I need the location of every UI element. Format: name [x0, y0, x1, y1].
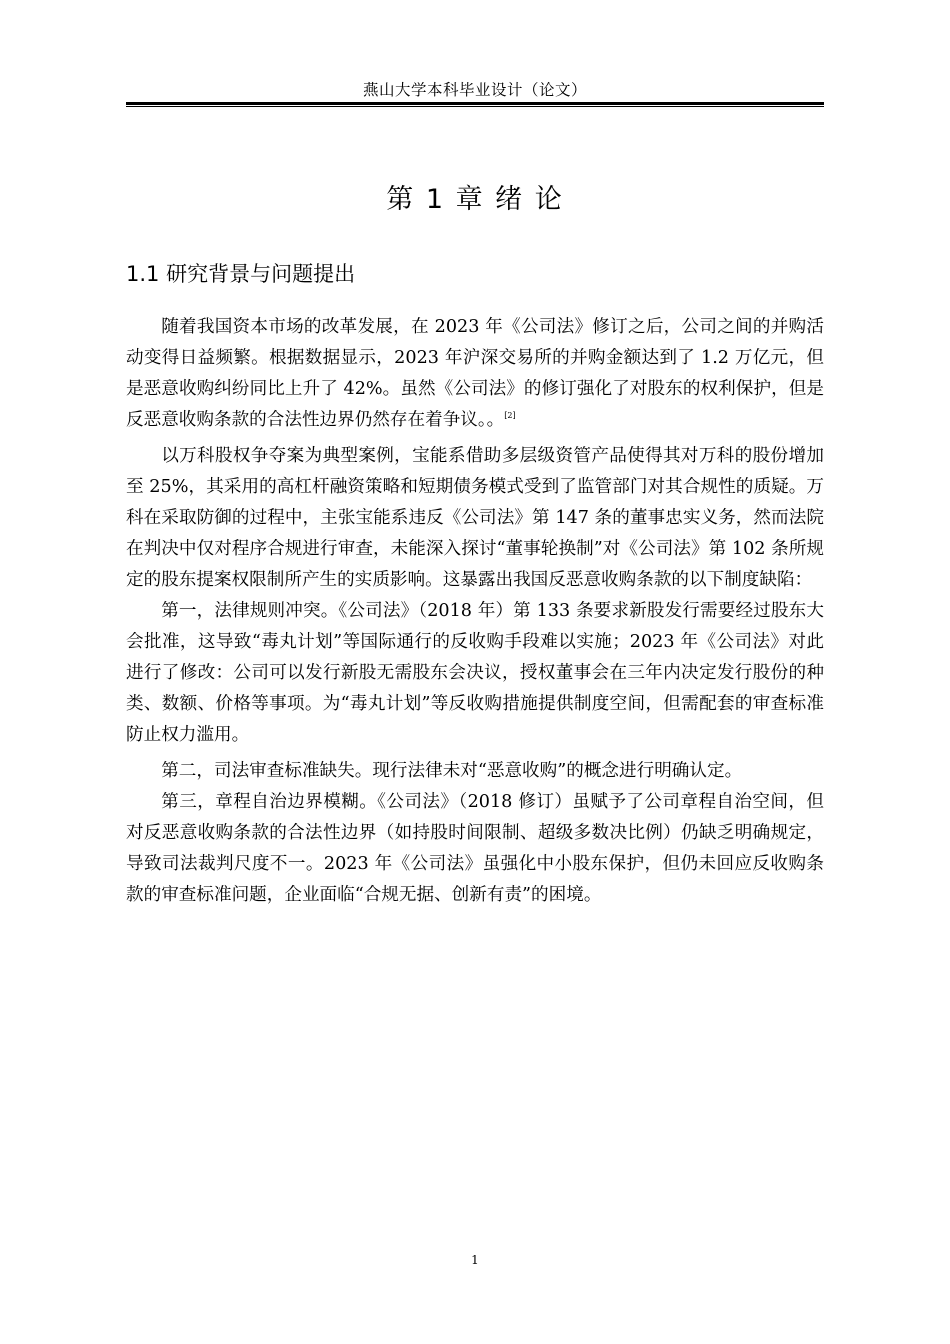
paragraph-text: 随着我国资本市场的改革发展，在 2023 年《公司法》修订之后，公司之间的并购活动变得日益频繁。根据数据显示，2023 年沪深交易所的并购金额达到了 1.2 万亿元，但是恶意收购纠纷同比上升了 42%。虽然《公司法》的修订强化了对股东的权利保护，但是反恶意收购条款的合法性边界仍然存在着争议。。: [126, 317, 824, 430]
chapter-title: 第 1 章 绪 论: [386, 184, 564, 215]
body-text: [126, 312, 824, 911]
citation-marker: [2]: [504, 411, 516, 421]
running-header: 燕山大学本科毕业设计（论文）: [362, 81, 587, 99]
paragraph-third-defect: 第三，章程自治边界模糊。《公司法》（2018 修订）虽赋予了公司章程自治空间，但对反恶意收购条款的合法性边界（如持股时间限制、超级多数决比例）仍缺乏明确规定，导致司法裁判尺度不一。2023 年《公司法》虽强化中小股东保护，但仍未回应反收购条款的审查标准问题，企业面临“合规无据、创新有责”的困境。: [126, 792, 824, 905]
paragraph-vanke-case: 以万科股权争夺案为典型案例，宝能系借助多层级资管产品使得其对万科的股份增加至 25%，其采用的高杠杆融资策略和短期债务模式受到了监管部门对其合规性的质疑。万科在采取防御的过程中，主张宝能系违反《公司法》第 147 条的董事忠实义务，然而法院在判决中仅对程序合规进行审查，未能深入探讨“董事轮换制”对《公司法》第 102 条所规定的股东提案权限制所产生的实质影响。这暴露出我国反恶意收购条款的以下制度缺陷：: [126, 446, 824, 590]
paragraph-background: [126, 312, 824, 436]
paragraph-first-defect: 第一，法律规则冲突。《公司法》（2018 年）第 133 条要求新股发行需要经过股东大会批准，这导致“毒丸计划”等国际通行的反收购手段难以实施；2023 年《公司法》对此进行了修改：公司可以发行新股无需股东会决议，授权董事会在三年内决定发行股份的种类、数额、价格等事项。为“毒丸计划”等反收购措施提供制度空间，但需配套的审查标准防止权力滥用。: [126, 601, 824, 745]
header-rule-thin: [126, 106, 824, 107]
paragraph-second-defect: 第二，司法审查标准缺失。现行法律未对“恶意收购”的概念进行明确认定。: [161, 761, 743, 781]
page-number: 1: [471, 1253, 479, 1267]
section-title: 1.1 研究背景与问题提出: [126, 262, 356, 286]
header-rule-thick: [126, 102, 824, 105]
